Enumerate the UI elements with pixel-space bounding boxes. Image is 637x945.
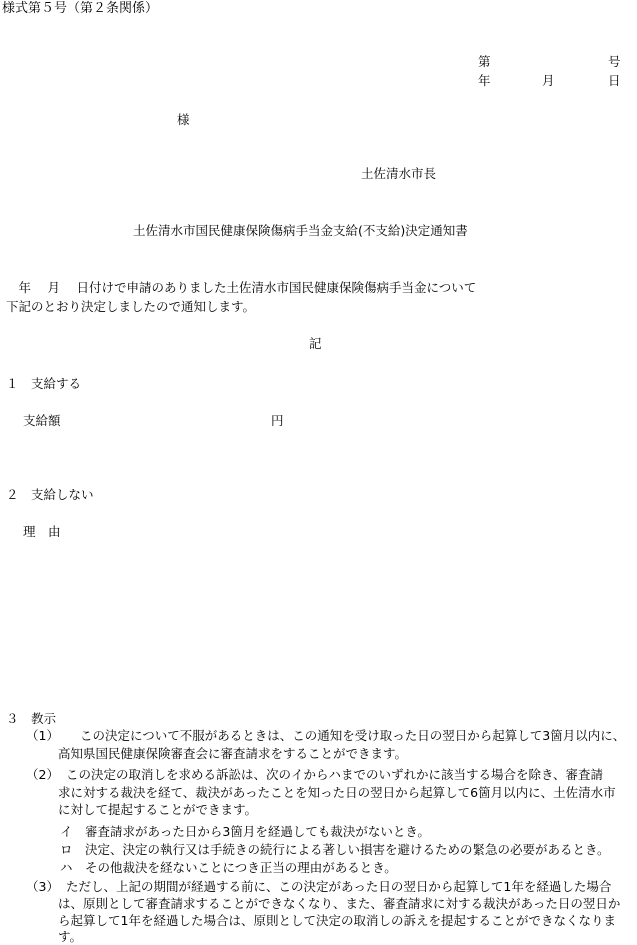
number-go: 号 — [608, 54, 621, 69]
item2-sub-i: イ 審査請求があった日から3箇月を経過しても裁決がないとき。 — [60, 824, 430, 839]
issuer: 土佐清水市長 — [361, 166, 437, 181]
date-month: 月 — [542, 73, 555, 88]
section3-heading: ３ 教示 — [6, 711, 57, 726]
yen-unit: 円 — [271, 413, 284, 428]
item3-line-1: ただし、上記の期間が経過する前に、この決定があった日の翌日から起算して1年を経過した場合 — [66, 879, 612, 894]
section1-heading: １ 支給する — [6, 376, 82, 391]
item3-line-3: ら起算して1年を経過した場合は、原則として決定の取消しの訴えを提起することができなくなりま — [58, 913, 616, 928]
item2-number: （2） — [26, 767, 59, 782]
intro-line-1: 年 月 日付けで申請のありました土佐清水市国民健康保険傷病手当金について — [6, 280, 477, 295]
section2-heading: ２ 支給しない — [6, 487, 94, 502]
item2-line-1: この決定の取消しを求める訴訟は、次のイからハまでのいずれかに該当する場合を除き、審査請 — [66, 767, 604, 782]
item3-number: （3） — [26, 879, 59, 894]
intro-line-2: 下記のとおり決定しましたので通知します。 — [6, 299, 256, 314]
item3-line-2: は、原則として審査請求することができなくなり、また、審査請求に対する裁決があった日の翌日か — [58, 896, 621, 911]
item1-line-1: この決定について不服があるときは、この通知を受け取った日の翌日から起算して3箇月以内に、 — [80, 728, 626, 743]
amount-label: 支給額 — [23, 413, 61, 428]
item2-sub-ro: ロ 決定、決定の執行又は手続きの続行による著しい損害を避けるための緊急の必要があるとき。 — [60, 842, 610, 857]
item1-number: （1） — [26, 728, 59, 743]
addressee-suffix: 様 — [177, 112, 190, 127]
document-title: 土佐清水市国民健康保険傷病手当金支給(不支給)決定通知書 — [133, 223, 468, 238]
item2-line-3: に対して提起することができます。 — [58, 802, 258, 817]
form-label: 様式第５号（第２条関係） — [2, 1, 159, 16]
item2-sub-ha: ハ その他裁決を経ないことにつき正当の理由があるとき。 — [60, 860, 397, 875]
date-year: 年 — [478, 73, 491, 88]
item1-line-2: 高知県国民健康保険審査会に審査請求をすることができます。 — [58, 746, 408, 761]
ki-marker: 記 — [309, 336, 322, 351]
item3-line-4: す。 — [58, 929, 83, 944]
date-day: 日 — [608, 73, 621, 88]
item2-line-2: 求に対する裁決を経て、裁決があったことを知った日の翌日から起算して6箇月以内に、土佐清水市 — [58, 785, 616, 800]
number-dai: 第 — [478, 54, 491, 69]
reason-label: 理 由 — [23, 524, 61, 539]
